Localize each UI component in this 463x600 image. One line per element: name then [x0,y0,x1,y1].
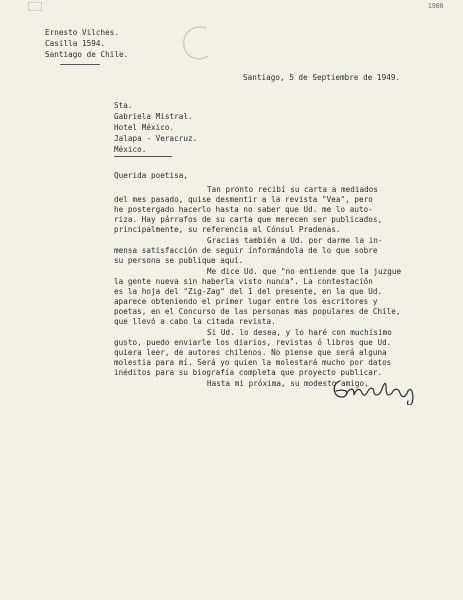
body-line: Me dice Ud. que "no entiende que la juzgue [207,267,402,276]
recipient-country: México. [114,145,147,154]
recipient-hotel: Hotel México. [114,123,175,132]
recipient-rule [114,156,172,157]
body-line: Si Ud. lo desea, y lo haré con muchísimo [207,328,392,337]
body-line: Tan pronto recibí su carta a mediados [207,185,379,194]
body-line: aparece obteniendo el primer lugar entre los escritores y [114,297,378,306]
body-line: que llevó a cabo la citada revista. [114,317,276,326]
sender-rule [60,64,100,65]
closing-line: Hasta mi próxima, su modesto amigo, [207,379,369,388]
archive-reference-number: 1988 [428,3,444,10]
handwritten-signature [328,375,428,405]
letter-date: Santiago, 5 de Septiembre de 1949. [243,73,401,82]
body-line: inéditos para su biografía completa que proyecto publicar. [114,368,383,377]
body-line: principalmente, su referencia al Cónsul Pradenas. [114,225,341,234]
recipient-name: Gabriela Mistral. [114,112,193,121]
body-line: quiera leer, de autores chilenos. No piense que será alguna [114,348,387,357]
body-line: gusto, puedo enviarle los diarios, revistas ó libros que Ud. [114,338,392,347]
body-line: mensa satisfacción de seguir informándola de lo que sobre [114,246,378,255]
body-line: la gente nueva sin haberla visto nunca". La contestación [114,277,373,286]
corner-stamp-mark [28,2,42,11]
sender-box: Casilla 1594. [45,39,106,48]
salutation: Querida poetisa, [114,171,188,180]
body-line: su persona se publique aquí. [114,256,244,265]
pencil-c-mark [178,22,214,66]
sender-name: Ernesto Vilches. [45,28,119,37]
body-line: he postergado hacerlo hasta no saber que Ud. me lo auto- [114,205,373,214]
body-line: poetas, en el Concurso de las personas mas populares de Chile, [114,307,401,316]
body-line: riza. Hay párrafos de su carta que merecen ser publicados, [114,215,383,224]
body-line: Gracias también a Ud. por darme la in- [207,236,383,245]
recipient-city: Jalapa - Veracruz. [114,134,198,143]
body-line: molestia para mí. Será yo quien la molestará mucho por datos [114,358,392,367]
recipient-title: Sta. [114,101,133,110]
body-line: es la hoja del "Zig-Zag" del 1 del presente, en la que Ud. [114,287,383,296]
sender-city: Santiago de Chile. [45,50,129,59]
body-line: del mes pasado, quise desmentir a la revista "Vea", pero [114,195,373,204]
